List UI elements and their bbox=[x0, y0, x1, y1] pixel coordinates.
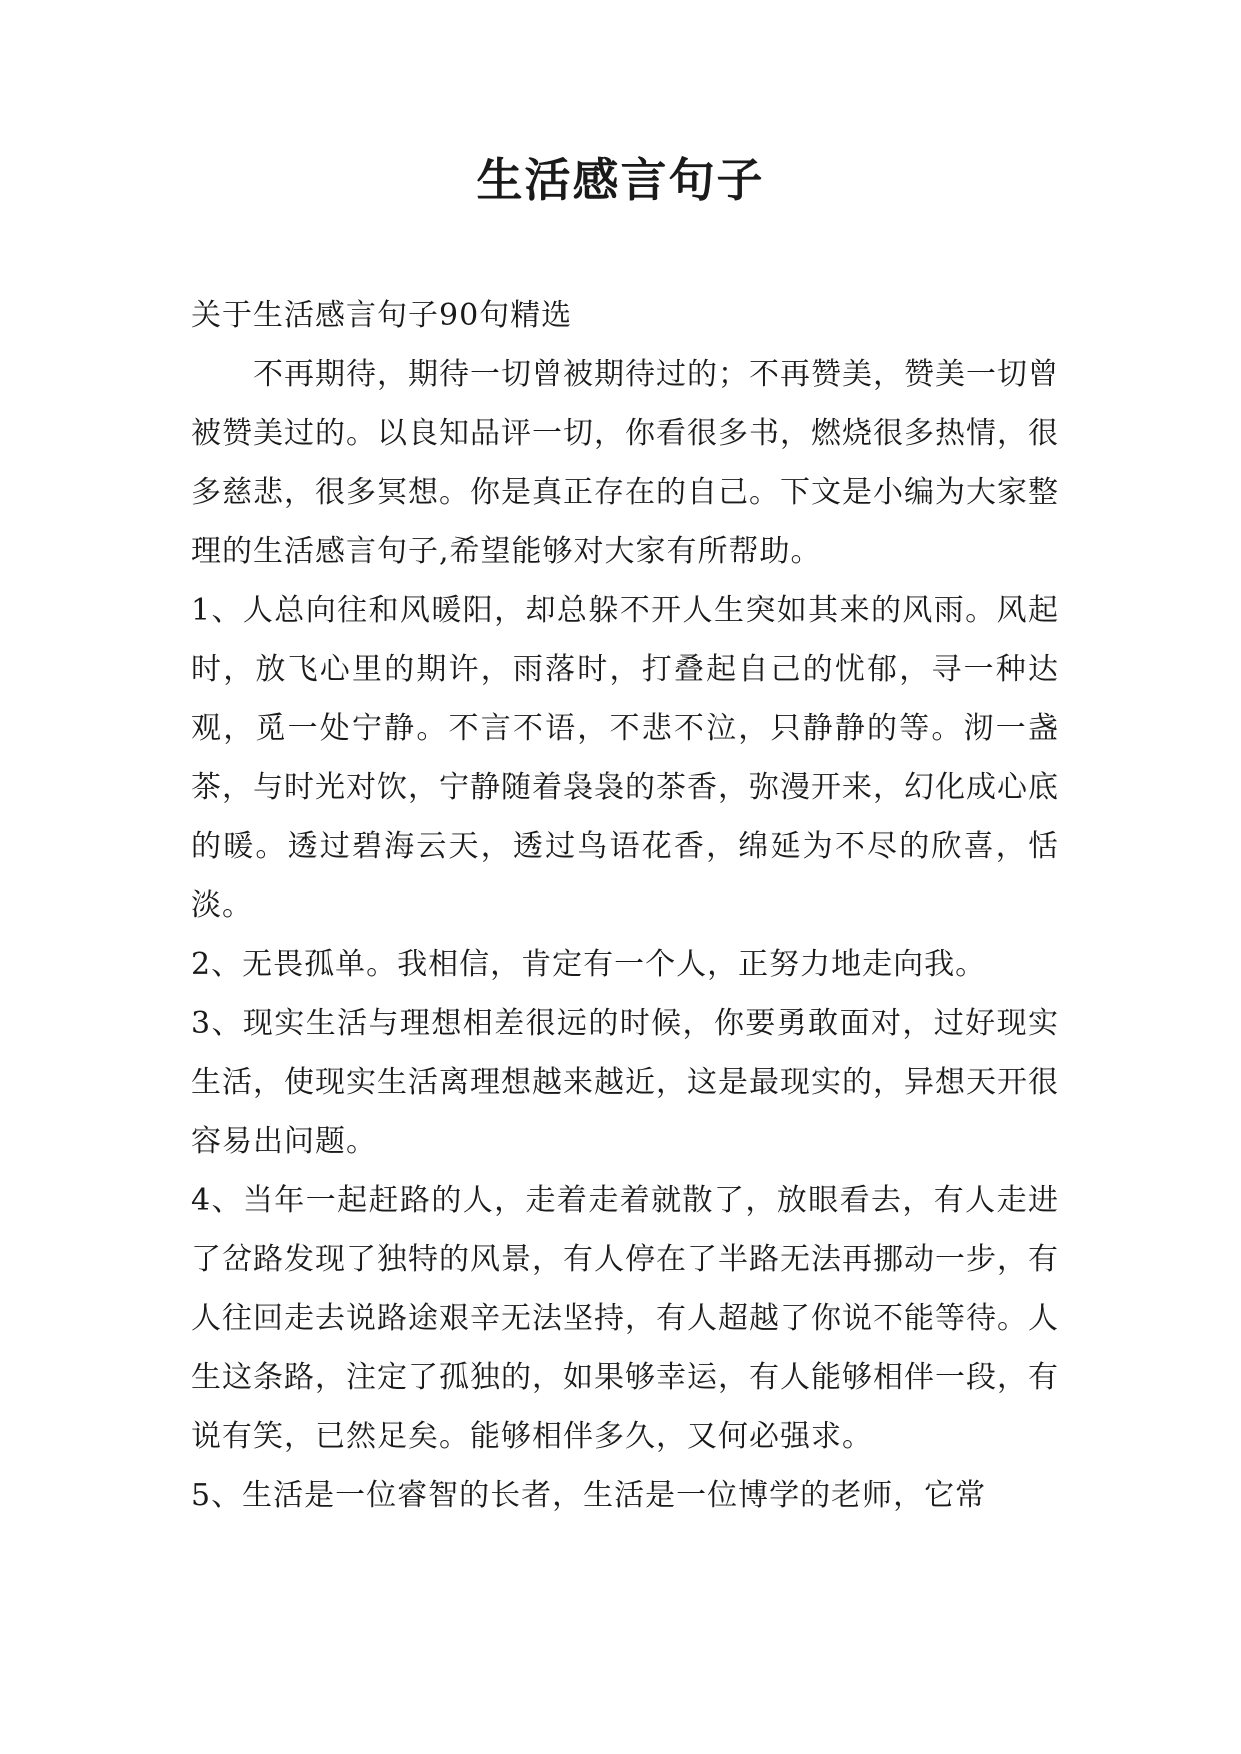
subtitle-line: 关于生活感言句子90句精选 bbox=[191, 298, 573, 333]
quote-paragraph-1: 1、人总向往和风暖阳，却总躲不开人生突如其来的风雨。风起时，放飞心里的期许，雨落时，打叠起自己的忧郁，寻一种达观，觅一处宁静。不言不语，不悲不泣，只静静的等。沏一盏茶，与时光对饮，宁静随着袅袅的茶香，弥漫开来，幻化成心底的暖。透过碧海云天，透过鸟语花香，绵延为不尽的欣喜，恬淡。 bbox=[191, 593, 1059, 923]
quote-paragraph-5: 5、生活是一位睿智的长者，生活是一位博学的老师，它常 bbox=[191, 1478, 987, 1513]
document-title: 生活感言句子 bbox=[476, 153, 765, 207]
document-body bbox=[191, 286, 1059, 1525]
quote-paragraph-2: 2、无畏孤单。我相信，肯定有一个人，正努力地走向我。 bbox=[191, 947, 987, 982]
intro-paragraph: 不再期待，期待一切曾被期待过的；不再赞美，赞美一切曾被赞美过的。以良知品评一切，你看很多书，燃烧很多热情，很多慈悲，很多冥想。你是真正存在的自己。下文是小编为大家整理的生活感言句子,希望能够对大家有所帮助。 bbox=[191, 357, 1059, 569]
quote-paragraph-3: 3、现实生活与理想相差很远的时候，你要勇敢面对，过好现实生活，使现实生活离理想越来越近，这是最现实的，异想天开很容易出问题。 bbox=[191, 1006, 1059, 1159]
quote-paragraph-4: 4、当年一起赶路的人，走着走着就散了，放眼看去，有人走进了岔路发现了独特的风景，有人停在了半路无法再挪动一步，有人往回走去说路途艰辛无法坚持，有人超越了你说不能等待。人生这条路，注定了孤独的，如果够幸运，有人能够相伴一段，有说有笑，已然足矣。能够相伴多久，又何必强求。 bbox=[191, 1183, 1059, 1454]
